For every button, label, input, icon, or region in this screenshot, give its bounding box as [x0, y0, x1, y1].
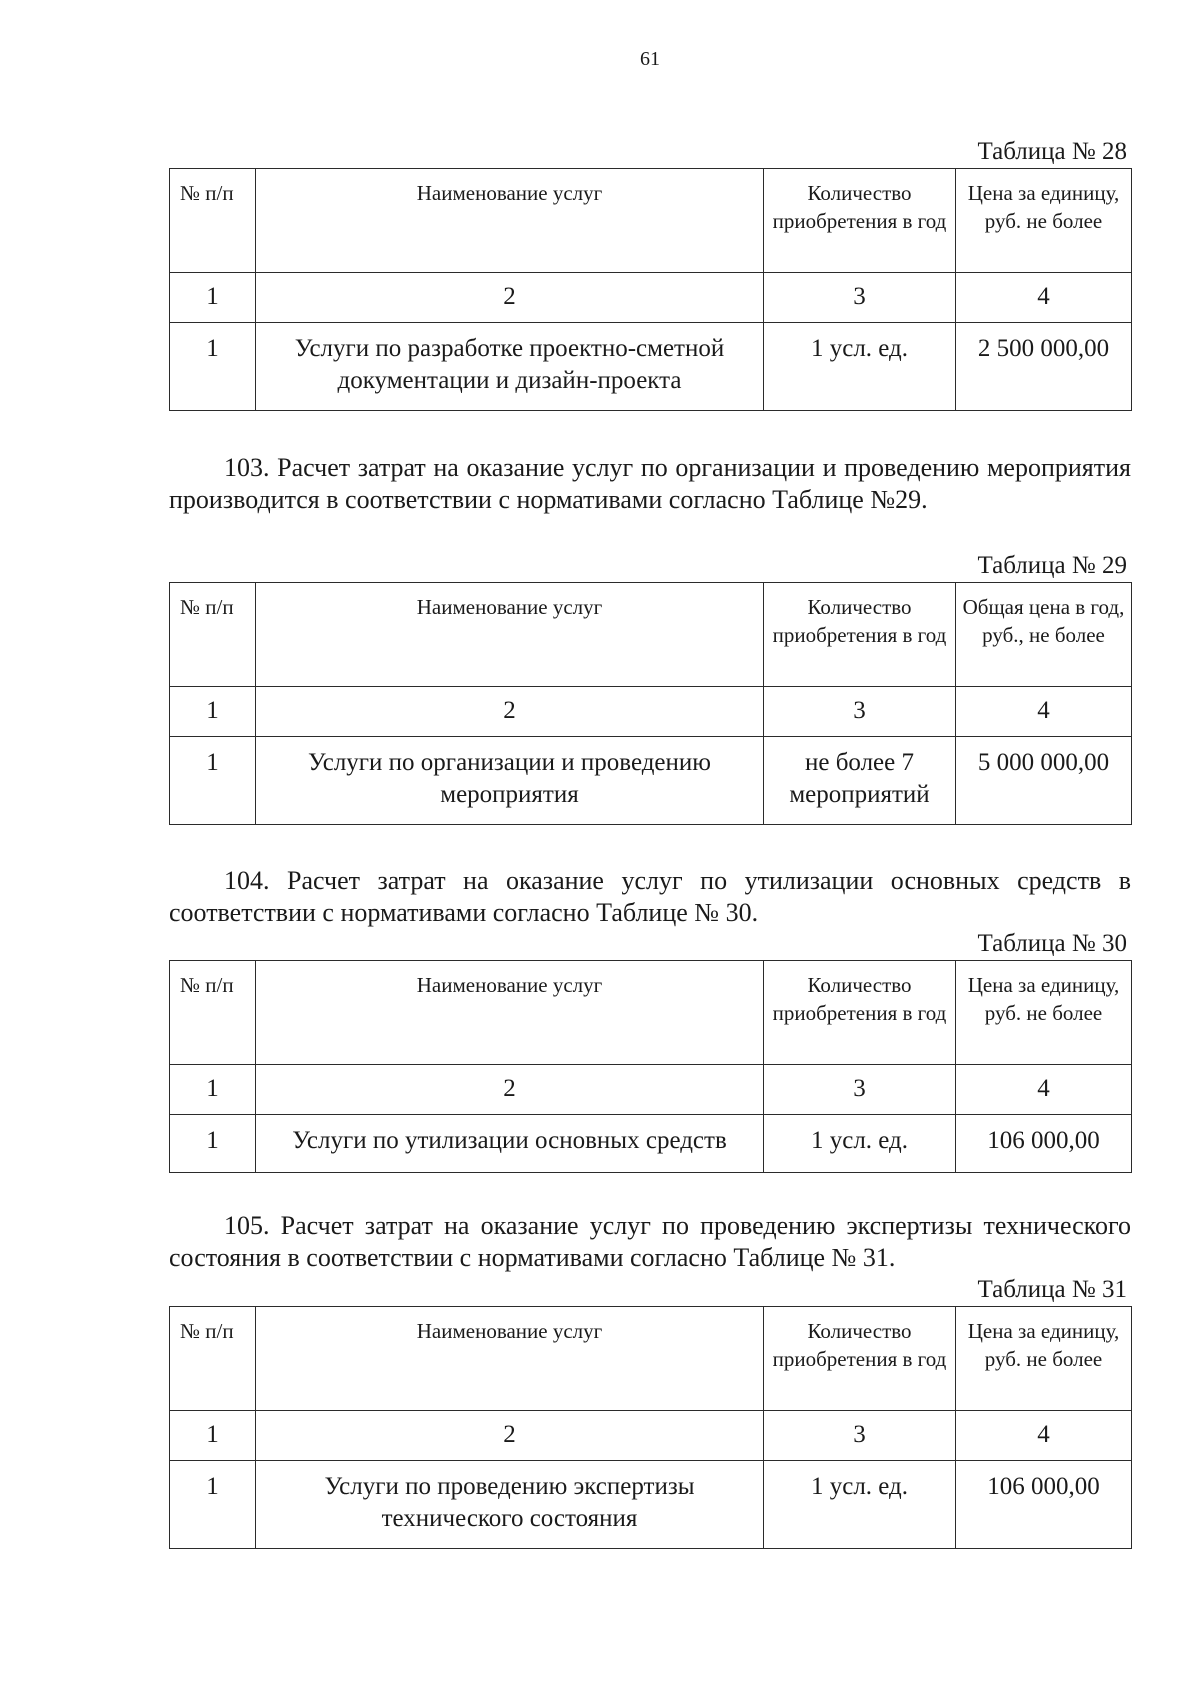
column-number: 2 [256, 273, 764, 323]
row-service-name: Услуги по разработке проектно-сметной документации и дизайн-проекта [256, 323, 764, 411]
column-number: 4 [956, 1065, 1132, 1115]
table-row [170, 737, 1132, 825]
header-service-name: Наименование услуг [256, 1307, 764, 1411]
paragraph-105-text: 105. Расчет затрат на оказание услуг по проведению экспертизы технического состояния в соответствии с нормативами согласно Таблице № 31. [169, 1211, 1131, 1272]
header-quantity: Количество приобретения в год [764, 583, 956, 687]
row-service-name: Услуги по проведению экспертизы технического состояния [256, 1461, 764, 1549]
column-number: 3 [764, 1411, 956, 1461]
column-number: 2 [256, 1411, 764, 1461]
column-numbers-row [170, 1065, 1132, 1115]
column-number: 1 [170, 687, 256, 737]
column-number: 1 [170, 273, 256, 323]
row-price: 5 000 000,00 [956, 737, 1132, 825]
table-row [170, 323, 1132, 411]
table-caption-29: Таблица № 29 [977, 552, 1127, 579]
header-number: № п/п [170, 961, 256, 1065]
table-caption-31: Таблица № 31 [977, 1276, 1127, 1303]
services-table-29 [169, 582, 1132, 825]
services-table-31 [169, 1306, 1132, 1549]
column-number: 4 [956, 1411, 1132, 1461]
table-row [170, 1115, 1132, 1173]
header-service-name: Наименование услуг [256, 961, 764, 1065]
row-number: 1 [170, 1115, 256, 1173]
row-price: 106 000,00 [956, 1115, 1132, 1173]
header-service-name: Наименование услуг [256, 583, 764, 687]
column-number: 3 [764, 273, 956, 323]
header-quantity: Количество приобретения в год [764, 1307, 956, 1411]
paragraph-105 [169, 1210, 1131, 1274]
column-number: 3 [764, 1065, 956, 1115]
header-number: № п/п [170, 169, 256, 273]
table-header-row [170, 961, 1132, 1065]
header-number: № п/п [170, 583, 256, 687]
table-header-row [170, 169, 1132, 273]
column-number: 1 [170, 1065, 256, 1115]
table-caption-30: Таблица № 30 [977, 930, 1127, 957]
column-numbers-row [170, 1411, 1132, 1461]
header-quantity: Количество приобретения в год [764, 961, 956, 1065]
header-quantity: Количество приобретения в год [764, 169, 956, 273]
column-number: 4 [956, 273, 1132, 323]
paragraph-103 [169, 452, 1131, 516]
row-service-name: Услуги по утилизации основных средств [256, 1115, 764, 1173]
paragraph-103-text: 103. Расчет затрат на оказание услуг по организации и проведению мероприятия производится в соответствии с нормативами согласно Таблице №29. [169, 453, 1131, 514]
row-number: 1 [170, 1461, 256, 1549]
row-quantity: 1 усл. ед. [764, 1461, 956, 1549]
column-numbers-row [170, 273, 1132, 323]
header-total-price: Общая цена в год, руб., не более [956, 583, 1132, 687]
row-quantity: 1 усл. ед. [764, 323, 956, 411]
row-quantity: 1 усл. ед. [764, 1115, 956, 1173]
row-number: 1 [170, 323, 256, 411]
header-price: Цена за единицу, руб. не более [956, 169, 1132, 273]
header-price: Цена за единицу, руб. не более [956, 961, 1132, 1065]
row-price: 2 500 000,00 [956, 323, 1132, 411]
column-number: 2 [256, 1065, 764, 1115]
table-header-row [170, 583, 1132, 687]
column-number: 4 [956, 687, 1132, 737]
page-number: 61 [640, 48, 660, 70]
table-caption-28: Таблица № 28 [977, 138, 1127, 165]
column-number: 1 [170, 1411, 256, 1461]
header-number: № п/п [170, 1307, 256, 1411]
row-service-name: Услуги по организации и проведению мероприятия [256, 737, 764, 825]
services-table-28 [169, 168, 1132, 411]
paragraph-104-text: 104. Расчет затрат на оказание услуг по утилизации основных средств в соответствии с нормативами согласно Таблице № 30. [169, 866, 1131, 927]
column-number: 3 [764, 687, 956, 737]
table-row [170, 1461, 1132, 1549]
column-number: 2 [256, 687, 764, 737]
row-quantity: не более 7 мероприятий [764, 737, 956, 825]
header-price: Цена за единицу, руб. не более [956, 1307, 1132, 1411]
paragraph-104 [169, 865, 1131, 929]
row-number: 1 [170, 737, 256, 825]
table-header-row [170, 1307, 1132, 1411]
row-price: 106 000,00 [956, 1461, 1132, 1549]
header-service-name: Наименование услуг [256, 169, 764, 273]
services-table-30 [169, 960, 1132, 1173]
column-numbers-row [170, 687, 1132, 737]
